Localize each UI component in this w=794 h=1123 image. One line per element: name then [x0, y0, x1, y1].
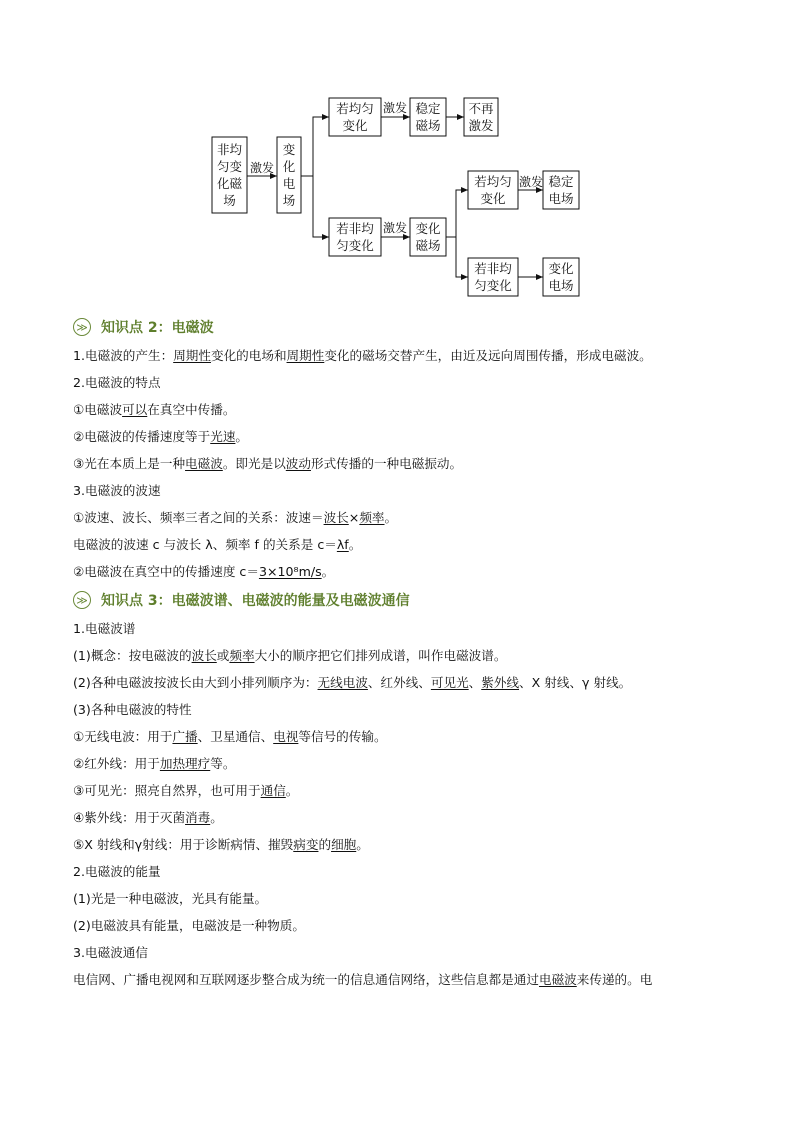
underlined-answer: 细胞	[331, 837, 357, 852]
text-line: ②电磁波在真空中的传播速度 c＝3×10⁸m/s。	[73, 564, 335, 579]
underlined-answer: 3×10⁸m/s	[258, 564, 322, 579]
box-label: 变化	[548, 261, 574, 276]
text-line: ④紫外线：用于灭菌消毒。	[73, 810, 223, 825]
text-line: (1)概念：按电磁波的波长或频率大小的顺序把它们排列成谱，叫作电磁波谱。	[73, 648, 507, 663]
underlined-answer: 通信	[260, 783, 286, 798]
underlined-answer: 电磁波	[538, 972, 577, 987]
section3-body	[73, 615, 733, 993]
section2-heading	[73, 312, 733, 342]
branch-connector-1	[301, 117, 329, 176]
text-line: ⑤X 射线和γ射线：用于诊断病情、摧毁病变的细胞。	[73, 837, 369, 852]
underlined-answer: 频率	[229, 648, 255, 663]
box-label: 磁场	[415, 118, 441, 133]
text-line: 3.电磁波的波速	[73, 483, 161, 498]
text-line: 1.电磁波的产生：周期性变化的电场和周期性变化的磁场交替产生，由近及远向周围传播，形成电磁波。	[73, 348, 652, 363]
underlined-answer: 病变	[293, 837, 319, 852]
branch-connector-4	[456, 237, 468, 277]
box-label: 变	[282, 142, 296, 157]
box-label: 匀变	[216, 159, 243, 174]
box-label: 若非均	[474, 261, 512, 276]
underlined-answer: 广播	[172, 729, 198, 744]
box-label: 稳定	[415, 101, 441, 116]
underlined-answer: 电磁波	[185, 456, 223, 471]
box-label: 电	[282, 176, 296, 191]
underlined-answer: 频率	[359, 510, 385, 525]
box-label: 磁场	[415, 238, 441, 253]
underlined-answer: 紫外线	[481, 675, 520, 690]
text-line: ③光在本质上是一种电磁波。即光是以波动形式传播的一种电磁振动。	[73, 456, 463, 471]
text-line: ①电磁波可以在真空中传播。	[73, 402, 236, 417]
underlined-answer: λf	[336, 537, 349, 552]
underlined-answer: 加热理疗	[159, 756, 211, 771]
box-label: 变化	[342, 118, 368, 133]
text-line: ②红外线：用于加热理疗等。	[73, 756, 236, 771]
box-label: 匀变化	[336, 238, 374, 253]
section3-title: 知识点 3：电磁波谱、电磁波的能量及电磁波通信	[101, 593, 410, 609]
box-label: 若均匀	[474, 174, 512, 189]
box-label: 若非均	[336, 221, 374, 236]
text-line: 2.电磁波的能量	[73, 864, 161, 879]
text-line: ②电磁波的传播速度等于光速。	[73, 429, 249, 444]
chevron-badge-icon: ≫	[73, 591, 91, 609]
box-label: 稳定	[548, 174, 574, 189]
branch-connector-2	[313, 176, 329, 237]
content	[73, 312, 733, 993]
text-line: 电磁波的波速 c 与波长 λ、频率 f 的关系是 c＝λf。	[73, 537, 362, 552]
text-line: ①波速、波长、频率三者之间的关系：波速＝波长×频率。	[73, 510, 398, 525]
box-label: 场	[282, 193, 296, 208]
section2-body	[73, 342, 733, 585]
text-line: 2.电磁波的特点	[73, 375, 161, 390]
edge-label-excite-4: 激发	[519, 175, 544, 189]
section3-heading	[73, 585, 733, 615]
underlined-answer: 周期性	[286, 348, 325, 363]
underlined-answer: 波长	[323, 510, 349, 525]
section2-title: 知识点 2：电磁波	[101, 320, 214, 336]
edge-label-excite-1: 激发	[250, 161, 275, 175]
underlined-answer: 可见光	[430, 675, 469, 690]
box-label: 化磁	[216, 176, 243, 191]
box-label: 变化	[480, 191, 506, 206]
edge-label-excite-2: 激发	[383, 101, 408, 115]
edge-label-excite-3: 激发	[383, 221, 408, 235]
box-label: 场	[223, 193, 236, 208]
text-line: (2)各种电磁波按波长由大到小排列顺序为：无线电波、红外线、可见光、紫外线、X 射线、γ 射线。	[73, 675, 632, 690]
branch-connector-3	[446, 190, 468, 237]
text-line: (1)光是一种电磁波，光具有能量。	[73, 891, 268, 906]
box-label: 电场	[548, 191, 574, 206]
chevron-badge-icon: ≫	[73, 318, 91, 336]
box-label: 非均	[216, 142, 243, 157]
box-label: 若均匀	[336, 101, 374, 116]
box-label: 电场	[548, 278, 574, 293]
flow-diagram	[0, 0, 794, 310]
box-label: 变化	[415, 221, 441, 236]
underlined-answer: 周期性	[173, 348, 211, 363]
underlined-answer: 波动	[285, 456, 311, 471]
text-line: ③可见光：照亮自然界，也可用于通信。	[73, 783, 299, 798]
underlined-answer: 可以	[122, 402, 148, 417]
underlined-answer: 波长	[191, 648, 217, 663]
text-line: (3)各种电磁波的特性	[73, 702, 192, 717]
box-label: 激发	[468, 118, 494, 133]
underlined-answer: 无线电波	[317, 675, 368, 690]
underlined-answer: 消毒	[185, 810, 211, 825]
text-line: ①无线电波：用于广播、卫星通信、电视等信号的传输。	[73, 729, 387, 744]
box-label: 化	[282, 159, 296, 174]
text-line: (2)电磁波具有能量，电磁波是一种物质。	[73, 918, 305, 933]
text-line: 3.电磁波通信	[73, 945, 148, 960]
text-line: 电信网、广播电视网和互联网逐步整合成为统一的信息通信网络，这些信息都是通过电磁波来传递的。电	[73, 972, 653, 987]
underlined-answer: 光速	[210, 429, 236, 444]
underlined-answer: 电视	[273, 729, 299, 744]
box-label: 匀变化	[474, 278, 512, 293]
box-label: 不再	[468, 101, 494, 116]
text-line: 1.电磁波谱	[73, 621, 136, 636]
